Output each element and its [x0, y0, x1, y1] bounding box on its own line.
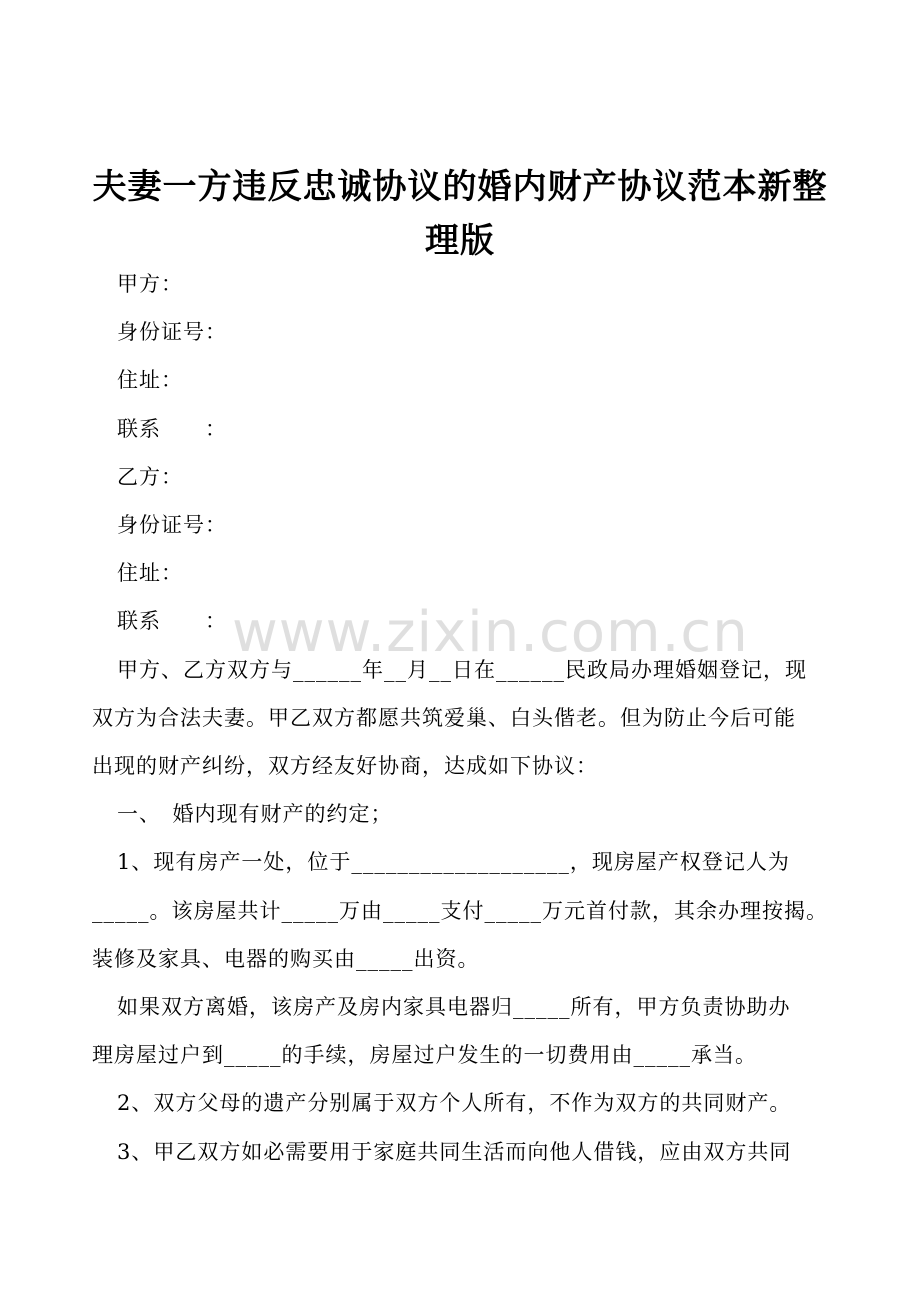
watermark-text: www.zixin.com.cn — [232, 600, 749, 665]
section-heading: 一、 婚内现有财产的约定； — [117, 802, 393, 826]
party-a-address-label: 住址： — [117, 368, 183, 392]
paragraph-line: 理房屋过户到_____的手续，房屋过户发生的一切费用由_____承当。 — [92, 1043, 757, 1067]
party-a-id-label: 身份证号： — [117, 320, 227, 344]
party-b-address-label: 住址： — [117, 561, 183, 585]
paragraph-line: 出现的财产纠纷，双方经友好协商，达成如下协议： — [92, 754, 598, 778]
paragraph-line: 2、双方父母的遗产分别属于双方个人所有，不作为双方的共同财产。 — [117, 1091, 792, 1115]
party-b-contact-label: 联系 ： — [117, 609, 227, 633]
party-a-contact-label: 联系 ： — [117, 417, 227, 441]
paragraph-line: _____。该房屋共计_____万由_____支付_____万元首付款，其余办理按揭。 — [92, 899, 828, 923]
paragraph-line: 如果双方离婚，该房产及房内家具电器归_____所有，甲方负责协助办 — [117, 995, 791, 1019]
party-b-label: 乙方： — [117, 465, 183, 489]
paragraph-line: 装修及家具、电器的购买由_____出资。 — [92, 947, 480, 971]
paragraph-line: 甲方、乙方双方与______年__月__日在______民政局办理婚姻登记，现 — [117, 658, 807, 682]
paragraph-line: 双方为合法夫妻。甲乙双方都愿共筑爱巢、白头偕老。但为防止今后可能 — [92, 706, 796, 730]
paragraph-line: 3、甲乙双方如必需要用于家庭共同生活而向他人借钱，应由双方共同 — [117, 1140, 792, 1164]
party-a-label: 甲方： — [117, 272, 183, 296]
paragraph-line: 1、现有房产一处，位于___________________，现房屋产权登记人为 — [117, 850, 790, 874]
party-b-id-label: 身份证号： — [117, 513, 227, 537]
document-title: 夫妻一方违反忠诚协议的婚内财产协议范本新整理版 — [92, 167, 828, 261]
